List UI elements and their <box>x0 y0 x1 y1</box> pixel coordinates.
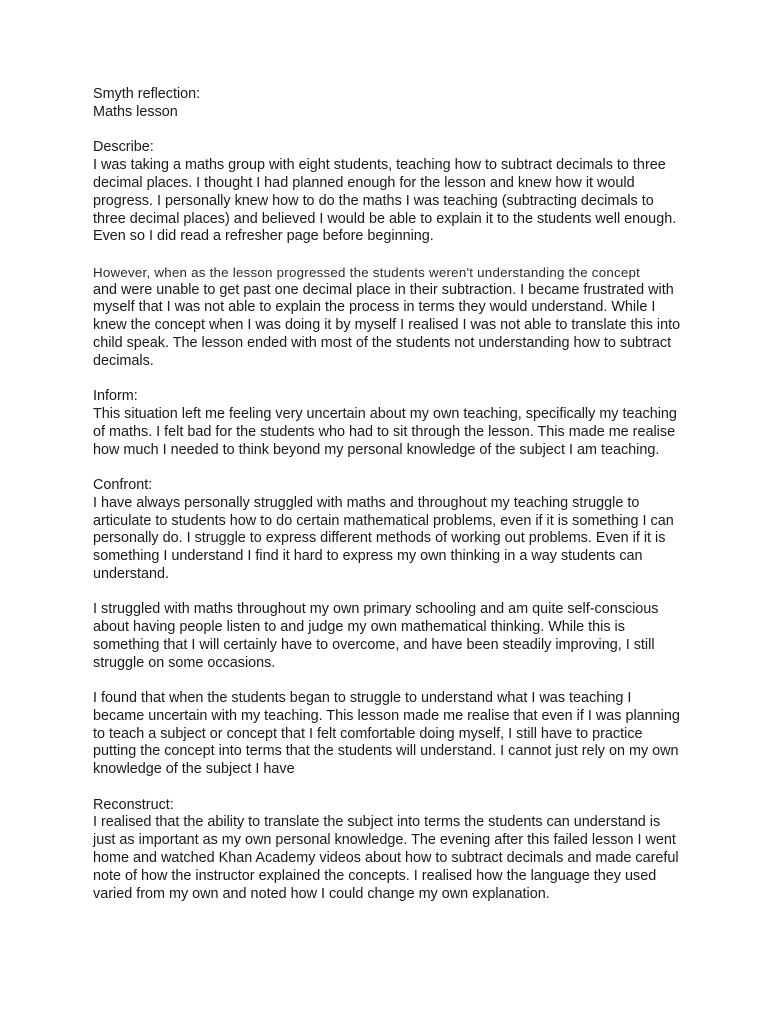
text-line: three decimal places) and believed I would be able to explain it to the students well enough. <box>93 210 677 227</box>
paragraph <box>93 601 693 672</box>
text-line: decimal places. I thought I had planned enough for the lesson and knew how it would <box>93 174 635 191</box>
text-line: became uncertain with my teaching. This lesson made me realise that even if I was planning <box>93 707 680 724</box>
text-line: This situation left me feeling very uncertain about my own teaching, specifically my teaching <box>93 405 677 422</box>
text-line: decimals. <box>93 352 154 369</box>
text-line: I have always personally struggled with maths and throughout my teaching struggle to <box>93 494 640 511</box>
section-heading-reconstruct: Reconstruct: <box>93 796 174 813</box>
paragraph <box>93 495 693 584</box>
text-line: of maths. I felt bad for the students who had to sit through the lesson. This made me realise <box>93 423 676 440</box>
text-line: child speak. The lesson ended with most of the students not understanding how to subtract <box>93 334 672 351</box>
text-line: struggle on some occasions. <box>93 654 276 671</box>
text-line: something I understand I find it hard to express my own thinking in a way students can <box>93 548 643 565</box>
section-describe <box>93 139 693 370</box>
text-line: articulate to students how to do certain mathematical problems, even if it is something I can <box>93 512 674 529</box>
text-line: knowledge of the subject I have <box>93 761 295 778</box>
paragraph <box>93 157 693 246</box>
text-line: putting the concept into terms that the students will understand. I cannot just rely on my own <box>93 743 679 760</box>
paragraph <box>93 264 693 371</box>
text-line: how much I needed to think beyond my personal knowledge of the subject I am teaching. <box>93 441 660 458</box>
text-line: knew the concept when I was doing it by myself I realised I was not able to translate this into <box>93 317 681 334</box>
text-line: I realised that the ability to translate the subject into terms the students can understand is <box>93 814 661 831</box>
text-line: understand. <box>93 565 170 582</box>
text-line: home and watched Khan Academy videos about how to subtract decimals and made careful <box>93 850 679 867</box>
section-heading-confront: Confront: <box>93 476 153 493</box>
paragraph <box>93 690 693 779</box>
section-heading-inform: Inform: <box>93 388 138 405</box>
section-heading-describe: Describe: <box>93 139 154 156</box>
paragraph <box>93 406 693 459</box>
text-line: Even so I did read a refresher page before beginning. <box>93 228 434 245</box>
section-confront <box>93 477 693 779</box>
text-line: I found that when the students began to struggle to understand what I was teaching I <box>93 690 632 707</box>
text-line: I struggled with maths throughout my own primary schooling and am quite self-conscious <box>93 601 659 618</box>
text-line: varied from my own and noted how I could change my own explanation. <box>93 885 550 902</box>
text-line: something that I will certainly have to overcome, and have been steadily improving, I still <box>93 636 655 653</box>
text-line: to teach a subject or concept that I felt comfortable doing myself, I still have to practice <box>93 725 643 742</box>
text-line: about having people listen to and judge my own mathematical thinking. While this is <box>93 619 625 636</box>
section-inform <box>93 388 693 459</box>
title-line: Smyth reflection: <box>93 86 201 102</box>
text-line: However, when as the lesson progressed the students weren't understanding the concept <box>93 264 641 280</box>
text-line: myself that I was not able to explain the process in terms they would understand. While I <box>93 299 656 316</box>
document-title <box>93 86 693 122</box>
document-body <box>93 86 693 903</box>
text-line: note of how the instructor explained the concepts. I realised how the language they used <box>93 867 657 884</box>
section-reconstruct <box>93 797 693 904</box>
text-line: progress. I personally knew how to do the maths I was teaching (subtracting decimals to <box>93 192 654 209</box>
text-line: just as important as my own personal knowledge. The evening after this failed lesson I went <box>93 832 676 849</box>
text-line: I was taking a maths group with eight students, teaching how to subtract decimals to three <box>93 157 666 174</box>
text-line: personally do. I struggle to express different methods of working out problems. Even if it is <box>93 530 666 547</box>
text-line: and were unable to get past one decimal place in their subtraction. I became frustrated with <box>93 281 674 298</box>
subtitle-line: Maths lesson <box>93 103 178 120</box>
paragraph <box>93 814 693 903</box>
